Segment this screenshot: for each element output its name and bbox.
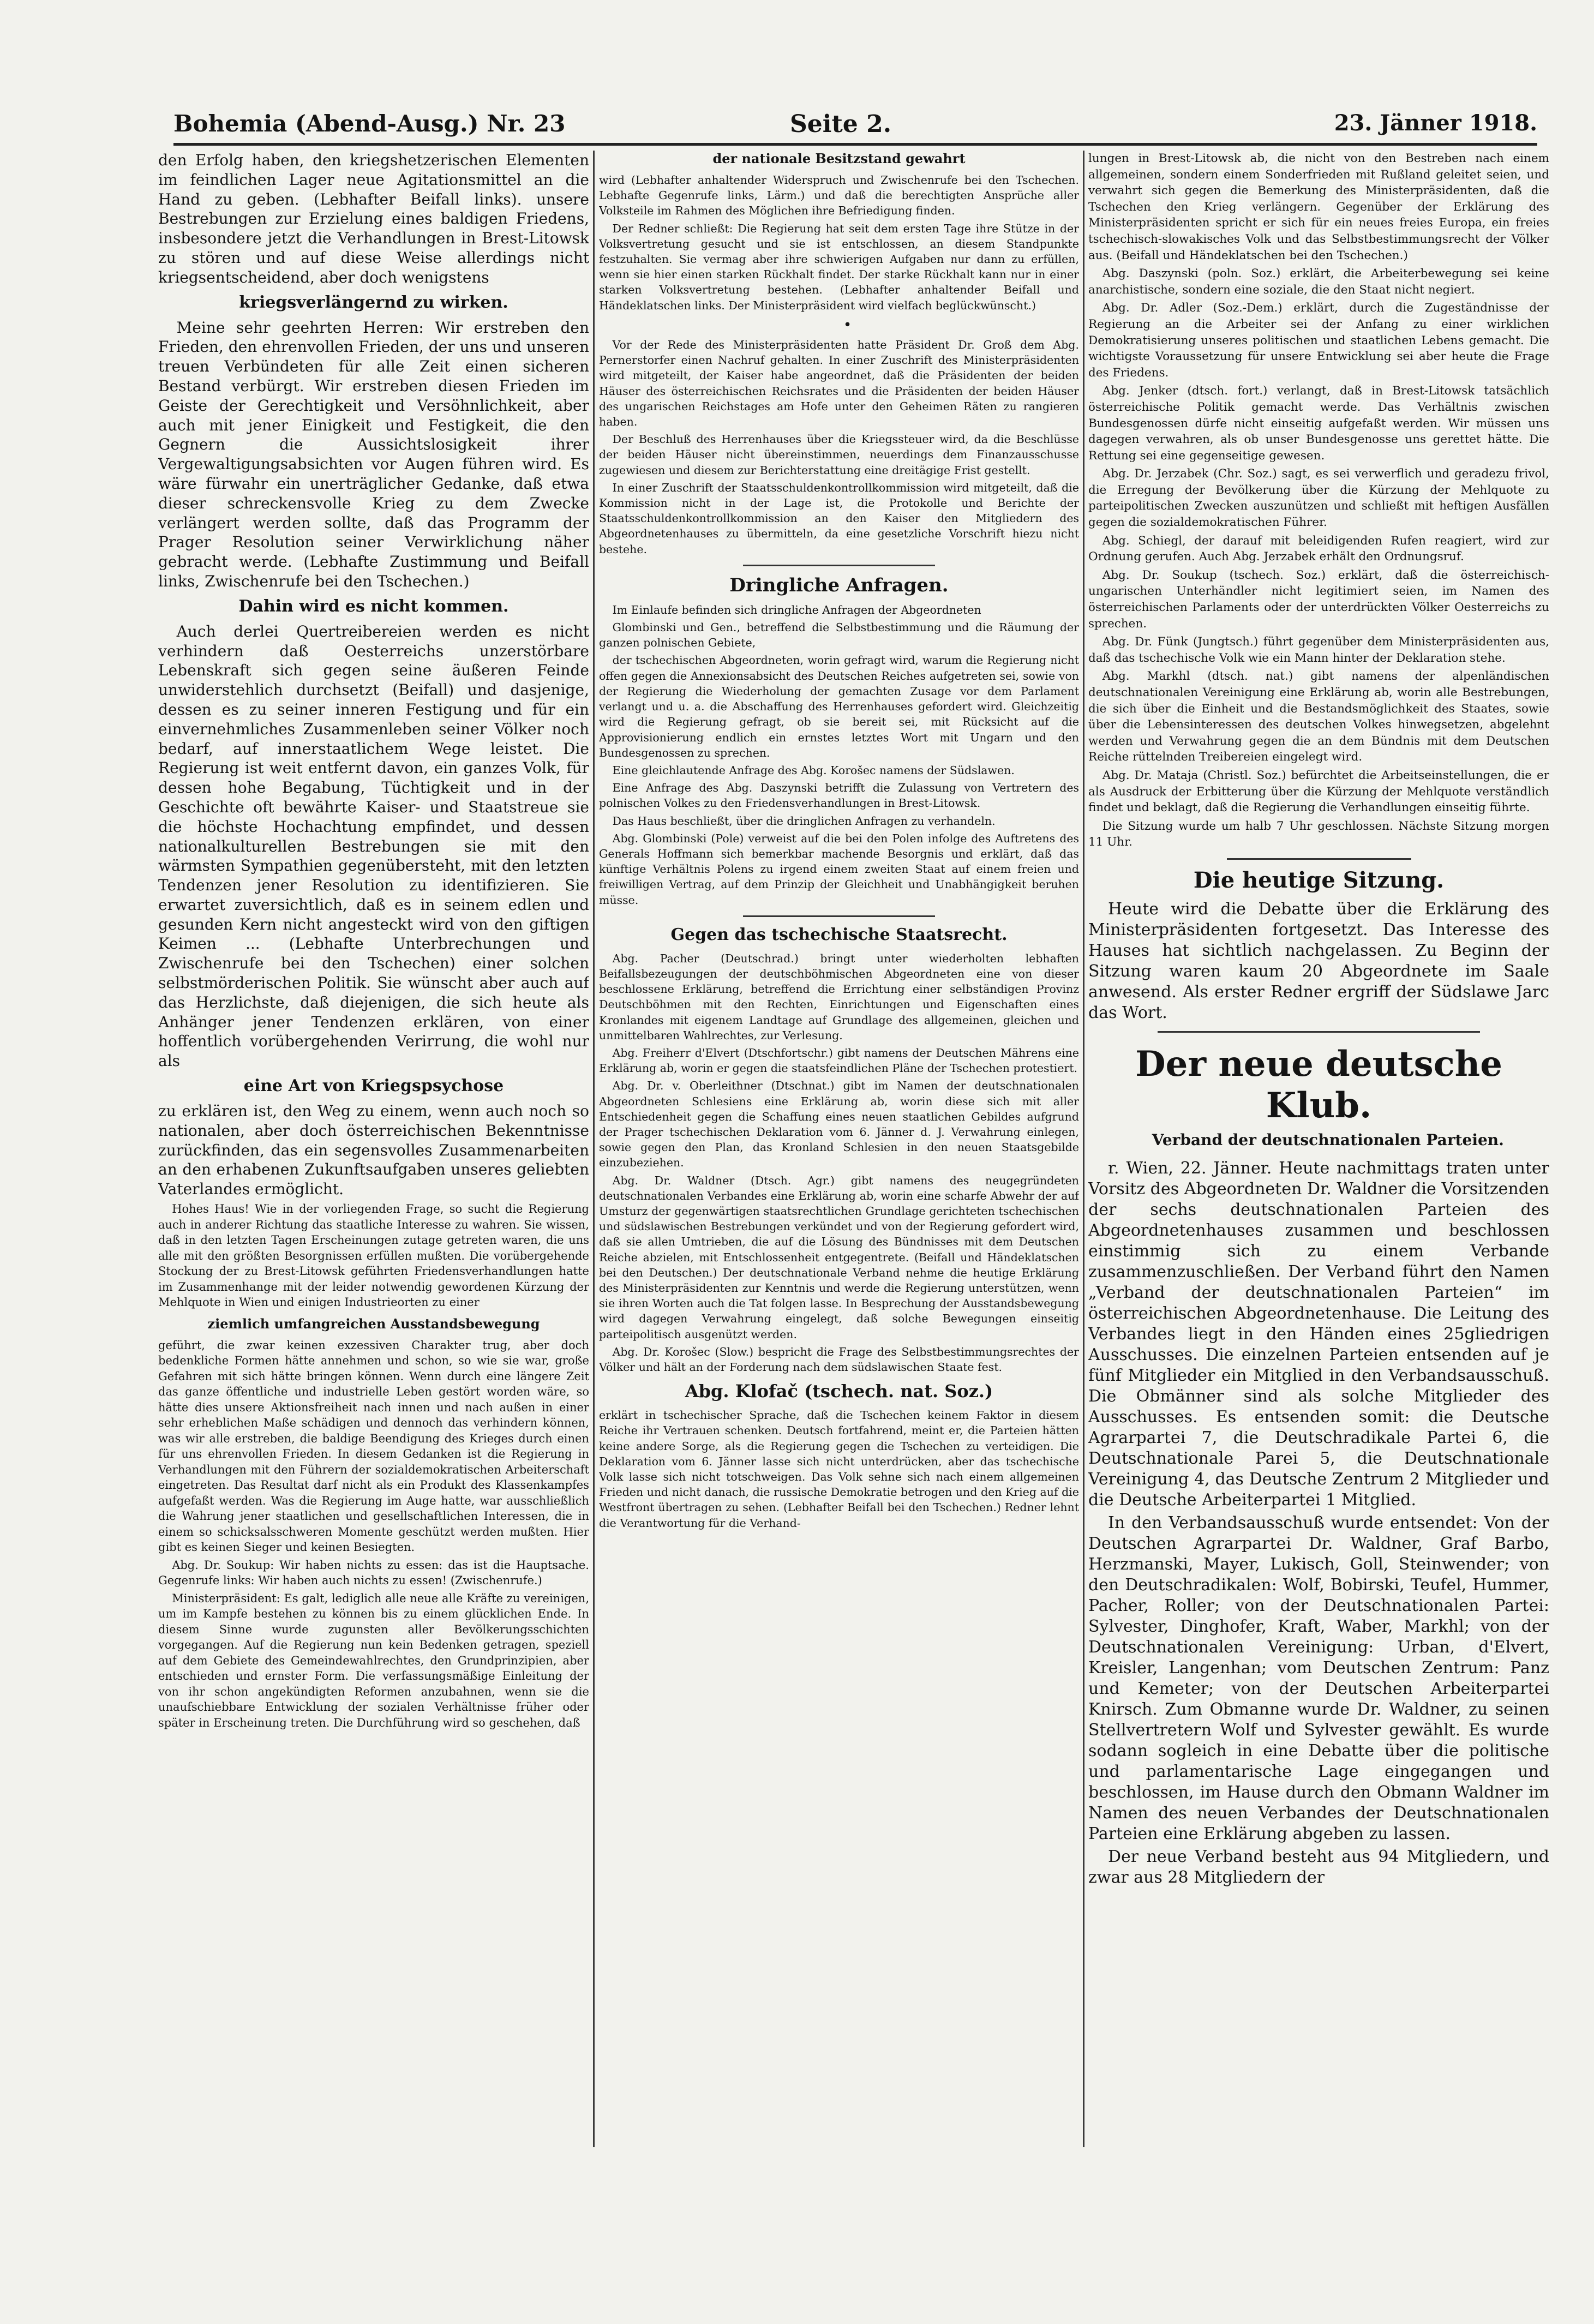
paragraph: Abg. Glombinski (Pole) verweist auf die bei den Polen infolge des Auftretens des Generals Hoffmann sich bemerkbar machende Besorgnis und erklärt, daß das künftige Verhältnis Polens zu irgend einem zweiten Staat auf einem freien und freiwilligen Vertrag, auf dem Prinzip der Gleichheit und Unabhängigkeit beruhen müsse. bbox=[599, 831, 1079, 907]
column-2 bbox=[599, 151, 1079, 2158]
paragraph: Der neue Verband besteht aus 94 Mitgliedern, und zwar aus 28 Mitgliedern der bbox=[1088, 1847, 1549, 1887]
section-heading: Der neue deutsche Klub. bbox=[1135, 1043, 1502, 1126]
paragraph: Abg. Daszynski (poln. Soz.) erklärt, die Arbeiterbewegung sei keine anarchistische, sondern eine soziale, die den Staat nicht negiert. bbox=[1088, 267, 1549, 297]
section-heading: Dringliche Anfragen. bbox=[729, 574, 949, 596]
paragraph: Abg. Dr. Jerzabek (Chr. Soz.) sagt, es sei verwerflich und geradezu frivol, die Erregung der Bevölkerung über die Kürzung der Mehlquote zu parteipolitischen Zwecken auszunützen und schließt mit heftigen Ausfällen gegen die sozialdemokratischen Führer. bbox=[1088, 467, 1549, 530]
paragraph: zu erklären ist, den Weg zu einem, wenn auch noch so nationalen, aber doch österreichischen Bekenntnisse zurückfinden, das ein segensvolles Zusammenarbeiten an den erhabenen Zukunftsaufgaben unseres geliebten Vaterlandes ermöglicht. bbox=[158, 1102, 589, 1199]
paragraph: Der Beschluß des Herrenhauses über die Kriegssteuer wird, da die Beschlüsse der beiden Häuser nicht übereinstimmen, neuerdings dem Finanzausschusse zugewiesen und diesem zur Berichterstattung eine dreitägige Frist gestellt. bbox=[599, 433, 1079, 477]
header-rule bbox=[173, 143, 1537, 146]
section-heading: Gegen das tschechische Staatsrecht. bbox=[670, 925, 1008, 944]
paragraph: Hohes Haus! Wie in der vorliegenden Frage, so sucht die Regierung auch in anderer Richtung das staatliche Interesse zu wahren. Sie wissen, daß in den letzten Tagen Erscheinungen zutage getreten waren, die uns alle mit den größten Besorgnissen erfüllen mußten. Die vorübergehende Stockung der zu Brest-Litowsk geführten Friedensverhandlungen hatte im Zusammenhange mit der leider notwendig gewordenen Kürzung der Mehlquote in Wien und einigen Industrieorten zu einer bbox=[158, 1202, 589, 1309]
paragraph: Das Haus beschließt, über die dringlichen Anfragen zu verhandeln. bbox=[612, 814, 996, 828]
inline-heading: eine Art von Kriegspsychose bbox=[243, 1076, 504, 1096]
paragraph: r. Wien, 22. Jänner. Heute nachmittags traten unter Vorsitz des Abgeordneten Dr. Waldner die Vorsitzenden der sechs deutschnationalen Parteien des Abgeordnetenhauses zusammen und beschlossen einstimmig sich zu einem Verbande zusammenzuschließen. Der Verband führt den Namen „Verband der deutschnationalen Parteien“ im österreichischen Abgeordnetenhause. Die Leitung des Verbandes liegt in den Händen eines 25gliedrigen Ausschusses. Die einzelnen Parteien entsenden auf je fünf Mitglieder ein Mitglied in den Verbandsausschuß. Die Obmänner sind als solche Mitglieder des Ausschusses. Es entsenden somit: die Deutsche Agrarpartei 7, die Deutschradikale Partei 6, die Deutschnationale Parei 5, die Deutschnationale Vereinigung 4, das Deutsche Zentrum 2 Mitglieder und die Deutsche Arbeiterpartei 1 Mitglied. bbox=[1088, 1158, 1549, 1510]
section-rule bbox=[743, 915, 935, 917]
paragraph: Abg. Dr. Mataja (Christl. Soz.) befürchtet die Arbeitseinstellungen, die er als Ausdruck der Erbitterung über die Kürzung der Mehlquote verständlich findet und beklagt, daß die Regierung die Verhandlungen einseitig führte. bbox=[1088, 768, 1549, 815]
section-rule bbox=[743, 565, 935, 566]
section-subheading: Verband der deutschnationalen Parteien. bbox=[1152, 1130, 1504, 1149]
paragraph: Abg. Dr. v. Oberleithner (Dtschnat.) gibt im Namen der deutschnationalen Abgeordneten Schlesiens eine Erklärung ab, worin diese sich mit aller Entschiedenheit gegen die Schaffung eines neuen staatlichen Gebildes aufgrund der Prager tschechischen Deklaration vom 6. Jänner d. J. Verwahrung einlegen, sowie gegen den Plan, das Kronland Schlesien in den neuen Staatsgebilde einzubeziehen. bbox=[599, 1079, 1079, 1170]
paragraph: Eine gleichlautende Anfrage des Abg. Korošec namens der Südslawen. bbox=[612, 763, 1015, 777]
column-divider bbox=[593, 151, 595, 2147]
issue-date: 23. Jänner 1918. bbox=[1334, 110, 1537, 136]
paragraph: Abg. Schiegl, der darauf mit beleidigenden Rufen reagiert, wird zur Ordnung gerufen. Auch Abg. Jerzabek erhält den Ordnungsruf. bbox=[1088, 534, 1549, 564]
paragraph: Abg. Dr. Soukup (tschech. Soz.) erklärt, daß die österreichisch-ungarischen Unterhändler nicht legitimiert seien, im Namen des österreichischen Parlaments oder der unterdrückten Völker Oesterreichs zu sprechen. bbox=[1088, 568, 1549, 631]
paragraph: den Erfolg haben, den kriegshetzerischen Elementen im feindlichen Lager neue Agitationsmittel an die Hand zu geben. (Lebhafter Beifall links). unsere Bestrebungen zur Erzielung eines baldigen Friedens, insbesondere jetzt die Verhandlungen in Brest-Litowsk zu stören und auf diese Weise allerdings nicht kriegsentscheidend, aber doch wenigstens bbox=[158, 151, 589, 286]
paragraph: Abg. Dr. Korošec (Slow.) bespricht die Frage des Selbstbestimmungsrechtes der Völker und hält an der Forderung nach dem südslawischen Staate fest. bbox=[599, 1345, 1079, 1374]
section-heading: Die heutige Sitzung. bbox=[1193, 867, 1445, 893]
inline-heading: kriegsverlängernd zu wirken. bbox=[239, 292, 508, 312]
paragraph: Abg. Dr. Soukup: Wir haben nichts zu essen: das ist die Hauptsache. Gegenrufe links: Wir haben auch nichts zu essen! (Zwischenrufe.) bbox=[158, 1558, 589, 1588]
paragraph: In einer Zuschrift der Staatsschuldenkontrollkommission wird mitgeteilt, daß die Kommission nicht in der Lage ist, die Protokolle und Berichte der Staatsschuldenkontrollkommission an den Kaiser den Mitgliedern des Abgeordnetenhauses zu übermitteln, da eine gesetzliche Vorschrift hiezu nicht bestehe. bbox=[599, 481, 1079, 556]
page-number: Seite 2. bbox=[790, 110, 892, 138]
paragraph: lungen in Brest-Litowsk ab, die nicht von den Bestreben nach einem allgemeinen, sondern einem Sonderfrieden mit Rußland geleitet seien, und verwahrt sich gegen die Bemerkung des Ministerpräsidenten, daß die Tschechen den Krieg verlängern. Gegenüber der Erklärung des Ministerpräsidenten spricht er sich für ein neues freies Europa, ein freies tschechisch-slowakisches Volk und das Selbstbestimmungsrecht der Völker aus. (Beifall und Händeklatschen bei den Tschechen.) bbox=[1088, 152, 1549, 262]
paragraph: Die Sitzung wurde um halb 7 Uhr geschlossen. Nächste Sitzung morgen 11 Uhr. bbox=[1088, 819, 1549, 849]
column-1 bbox=[158, 151, 589, 2158]
paragraph: Ministerpräsident: Es galt, lediglich alle neue alle Kräfte zu vereinigen, um im Kampfe bestehen zu können bis zu einem glücklichen Ende. In diesem Sinne wurde zugunsten aller Bevölkerungsschichten vorgegangen. Auf die Regierung nun kein Bedenken getragen, speziell auf dem Gebiete des Gemeindewahlrechtes, den Grundprinzipien, aber entschieden und ernster Form. Die verfassungsmäßige Einleitung der von ihr schon angekündigten Reformen anzubahnen, wenn sie die unaufschiebbare Entwicklung der sozialen Verhältnisse früher oder später in Erscheinung treten. Die Durchführung wird so geschehen, daß bbox=[158, 1591, 589, 1729]
paragraph: Abg. Dr. Waldner (Dtsch. Agr.) gibt namens des neugegründeten deutschnationalen Verbandes eine Erklärung ab, worin eine scharfe Abwehr der auf Umsturz der gegenwärtigen staatsrechtlichen Grundlage gerichteten tschechischen und südslawischen Bestrebungen verkündet und von der Regierung gefordert wird, daß sie allen Umtrieben, die auf die Lösung des Bündnisses mit dem Deutschen Reiche abzielen, mit Entschlossenheit entgegentrete. (Beifall und Händeklatschen bei den Deutschen.) Der deutschnationale Verband nehme die heutige Erklärung des Ministerpräsidenten zur Kenntnis und werde die Regierung unterstützen, wenn sie ihren Worten auch die Tat folgen lasse. In Besprechung der Ausstandsbewegung wird dagegen Verwahrung eingelegt, daß solche Bewegungen einseitig parteipolitisch ausgenützt werden. bbox=[599, 1173, 1079, 1341]
inline-heading: Dahin wird es nicht kommen. bbox=[238, 596, 509, 616]
paragraph: Glombinski und Gen., betreffend die Selbstbestimmung und die Räumung der ganzen polnischen Gebiete, bbox=[599, 621, 1079, 650]
masthead-issue: Bohemia (Abend-Ausg.) Nr. 23 bbox=[173, 110, 566, 137]
section-bullet: • bbox=[843, 316, 852, 333]
paragraph: Auch derlei Quertreibereien werden es nicht verhindern daß Oesterreichs unzerstörbare Lebenskraft sich gegen seine äußeren Feinde unwiderstehlich durchsetzt (Beifall) und dasjenige, dessen es zu seiner inneren Festigung und für ein einvernehmliches Zusammenleben seiner Völker noch bedarf, auf innerstaatlichem Wege leistet. Die Regierung ist weit entfernt davon, ein ganzes Volk, für dessen hohe Begabung, Tüchtigkeit und in der Geschichte oft bewährte Kaiser- und Staatstreue sie die höchste Hochachtung empfindet, und dessen nationalkulturellen Bestrebungen sie mit den wärmsten Sympathien gegenübersteht, mit den letzten Tendenzen jener Resolution zu identifizieren. Sie erwartet zuversichtlich, daß es in seinem edlen und gesunden Kern nicht angesteckt wird von den giftigen Keimen ... (Lebhafte Unterbrechungen und Zwischenrufe bei den Tschechen) einer solchen selbstmörderischen Politik. Sie wünscht aber auch auf das Herzlichste, daß diejenigen, die sich heute als Anhänger jener Tendenzen erklären, von einer hoffentlich vorübergehenden Verirrung, die wohl nur als bbox=[158, 622, 589, 1070]
paragraph: erklärt in tschechischer Sprache, daß die Tschechen keinem Faktor in diesem Reiche ihr Vertrauen schenken. Deutsch fortfahrend, meint er, die Parteien hätten keine andere Sorge, als die Regierung gegen die Tschechen zu verteidigen. Die Deklaration vom 6. Jänner lasse sich nicht unterdrücken, aber das tschechische Volk lasse sich nicht totschweigen. Das Volk sehne sich nach einem allgemeinen Frieden und nicht danach, die russische Demokratie betrogen und den Krieg auf die Westfront übertragen zu sehen. (Lebhafter Beifall bei den Tschechen.) Redner lehnt die Verantwortung für die Verhand- bbox=[599, 1409, 1079, 1530]
paragraph: der tschechischen Abgeordneten, worin gefragt wird, warum die Regierung nicht offen gegen die Annexionsabsicht des Deutschen Reiches aufgetreten sei, sowie von der Regierung die Wiederholung der gemachten Zusage vor dem Parlament verlangt und u. a. die Abschaffung des Herrenhauses gefordert wird. Gleichzeitig wird die Regierung gefragt, ob sie bereit sei, mit Rücksicht auf die Approvisionierung endlich ein ernstes letztes Wort mit Ungarn und den Bundesgenossen zu sprechen. bbox=[599, 654, 1079, 759]
page-header bbox=[173, 107, 1537, 142]
inline-heading: ziemlich umfangreichen Ausstandsbewegung bbox=[207, 1315, 540, 1332]
paragraph: Abg. Jenker (dtsch. fort.) verlangt, daß in Brest-Litowsk tatsächlich österreichische Politik gemacht werde. Das Verhältnis zwischen Bundesgenossen dürfe nicht einseitig aufgefaßt werden. Wir müssen uns dagegen verwahren, als ob unser Bundesgenosse uns gerettet hätte. Die Rettung sei eine gegenseitige gewesen. bbox=[1088, 384, 1549, 463]
paragraph: Heute wird die Debatte über die Erklärung des Ministerpräsidenten fortgesetzt. Das Interesse des Hauses hat sichtlich nachgelassen. Zu Beginn der Sitzung waren kaum 20 Abgeordnete im Saale anwesend. Als erster Redner ergriff der Südslawe Jarc das Wort. bbox=[1088, 899, 1549, 1022]
paragraph: Der Redner schließt: Die Regierung hat seit dem ersten Tage ihre Stütze in der Volksvertretung gesucht und sie ist entschlossen, an diesem Standpunkte festzuhalten. Sie vermag aber ihre schwierigen Aufgaben nur dann zu erfüllen, wenn sie hier einen starken Rückhalt findet. Der starke Rückhalt kann nur in einer starken Volksvertretung bestehen. (Lebhafter anhaltender Beifall und Händeklatschen links. Der Ministerpräsident wird vielfach beglückwünscht.) bbox=[599, 221, 1079, 312]
paragraph: Abg. Freiherr d'Elvert (Dtschfortschr.) gibt namens der Deutschen Mährens eine Erklärung ab, worin er gegen die staatsfeindlichen Pläne der Tschechen protestiert. bbox=[599, 1046, 1079, 1075]
column-divider bbox=[1083, 151, 1084, 2147]
paragraph: Eine Anfrage des Abg. Daszynski betrifft die Zulassung von Vertretern des polnischen Volkes zu den Friedensverhandlungen in Brest-Litowsk. bbox=[599, 781, 1079, 810]
paragraph: Abg. Markhl (dtsch. nat.) gibt namens der alpenländischen deutschnationalen Vereinigung eine Erklärung ab, worin alle Bestrebungen, die sich über die Einheit und die Bestandsmöglichkeit des Staates, sowie über die Lebensinteressen des deutschen Volkes hinwegsetzen, abgelehnt werden und Verwahrung gegen die an dem Bündnis mit dem Deutschen Reiche rüttelnden Treibereien eingelegt wird. bbox=[1088, 669, 1549, 764]
paragraph: Meine sehr geehrten Herren: Wir erstreben den Frieden, den ehrenvollen Frieden, der uns und unseren treuen Verbündeten für alle Zeit einen sicheren Bestand verbürgt. Wir erstreben diesen Frieden im Geiste der Gerechtigkeit und Versöhnlichkeit, aber auch mit jener Einigkeit und Festigkeit, die den Gegnern die Aussichtslosigkeit ihrer Vergewaltigungsabsichten vor Augen führen wird. Es wäre fürwahr ein unerträglicher Gedanke, daß etwa dieser schreckensvolle Krieg zu dem Zwecke verlängert werden sollte, daß das Programm der Prager Resolution seiner Verwirklichung näher gebracht werde. (Lebhafte Zustimmung und Beifall links, Zwischenrufe bei den Tschechen.) bbox=[158, 318, 589, 590]
paragraph: In den Verbandsausschuß wurde entsendet: Von der Deutschen Agrarpartei Dr. Waldner, Graf Barbo, Herzmanski, Mayer, Lukisch, Goll, Steinwender; von den Deutschradikalen: Wolf, Bobirski, Teufel, Hummer, Pacher, Roller; von der Deutschnationalen Partei: Sylvester, Dinghofer, Kraft, Waber, Markhl; von der Deutschnationalen Vereinigung: Urban, d'Elvert, Kreisler, Langenhan; vom Deutschen Zentrum: Panz und Kemeter; von der Deutschen Arbeiterpartei Knirsch. Zum Obmanne wurde Dr. Waldner, zu seinen Stellvertretern Wolf und Sylvester gewählt. Es wurde sodann sogleich in eine Debatte über die politische und parlamentarische Lage eingegangen und beschlossen, im Hause durch den Obmann Waldner im Namen des neuen Verbandes der Deutschnationalen Parteien eine Erklärung abgeben zu lassen. bbox=[1088, 1513, 1549, 1843]
paragraph: Abg. Dr. Fünk (Jungtsch.) führt gegenüber dem Ministerpräsidenten aus, daß das tschechische Volk wie ein Mann hinter der Deklaration stehe. bbox=[1088, 635, 1549, 665]
section-heading: Abg. Klofač (tschech. nat. Soz.) bbox=[685, 1381, 993, 1402]
inline-heading: der nationale Besitzstand gewahrt bbox=[712, 151, 966, 166]
paragraph: Abg. Pacher (Deutschrad.) bringt unter wiederholten lebhaften Beifallsbezeugungen der deutschböhmischen Abgeordneten eine von dieser beschlossene Erklärung, betreffend die Errichtung einer selbständigen Provinz Deutschböhmen mit den Rechten, Einrichtungen und Eigenschaften eines Kronlandes mit eigenem Landtage auf Grundlage des allgemeinen, gleichen und unmittelbaren Wahlrechtes, zur Verlesung. bbox=[599, 951, 1079, 1042]
column-3 bbox=[1088, 151, 1549, 2158]
paragraph: Im Einlaufe befinden sich dringliche Anfragen der Abgeordneten bbox=[612, 603, 981, 616]
section-rule bbox=[1158, 1031, 1481, 1033]
paragraph: geführt, die zwar keinen exzessiven Charakter trug, aber doch bedenkliche Formen hätte annehmen und schon, so wie sie war, große Gefahren mit sich hätte bringen können. Wenn durch eine längere Zeit das ganze öffentliche und industrielle Leben gestört worden wäre, so hätte dies unsere Aktionsfreiheit nach innen und nach außen in einer sehr erheblichen Maße schädigen und dennoch das verhindern können, was wir alle erstreben, die baldige Beendigung des Krieges durch einen für uns ehrenvollen Frieden. In diesem Gedanken ist die Regierung in Verhandlungen mit den Führern der sozialdemokratischen Arbeiterschaft eingetreten. Das Resultat darf nicht als ein Produkt des Klassenkampfes aufgefaßt werden. Was die Regierung im Auge hatte, war ausschließlich die Wahrung jener staatlichen und gesellschaftlichen Interessen, die in einem so schicksalsschweren Momente geschützt werden mußten. Hier gibt es keinen Sieger und keinen Besiegten. bbox=[158, 1338, 589, 1554]
paragraph: Abg. Dr. Adler (Soz.-Dem.) erklärt, durch die Zugeständnisse der Regierung an die Arbeiter sei der Anfang zu einer wirklichen Demokratisierung unseres politischen und staatlichen Lebens gemacht. Die wichtigste Voraussetzung für unsere Entwicklung sei aber heute die Frage des Friedens. bbox=[1088, 301, 1549, 380]
paragraph: wird (Lebhafter anhaltender Widerspruch und Zwischenrufe bei den Tschechen. Lebhafte Gegenrufe links, Lärm.) und daß die berechtigten Ansprüche aller Volksteile im Rahmen des Möglichen ihre Befriedigung finden. bbox=[599, 173, 1079, 218]
section-rule bbox=[1227, 858, 1411, 860]
paragraph: Vor der Rede des Ministerpräsidenten hatte Präsident Dr. Groß dem Abg. Pernerstorfer einen Nachruf gehalten. In einer Zuschrift des Ministerpräsidenten wird mitgeteilt, der Kaiser habe angeordnet, daß die Präsidenten der beiden Häuser des österreichischen Reichsrates und die Präsidenten der beiden Häuser des ungarischen Reichstages am Hofe unter den Geheimen Räten zu rangieren haben. bbox=[599, 338, 1079, 429]
